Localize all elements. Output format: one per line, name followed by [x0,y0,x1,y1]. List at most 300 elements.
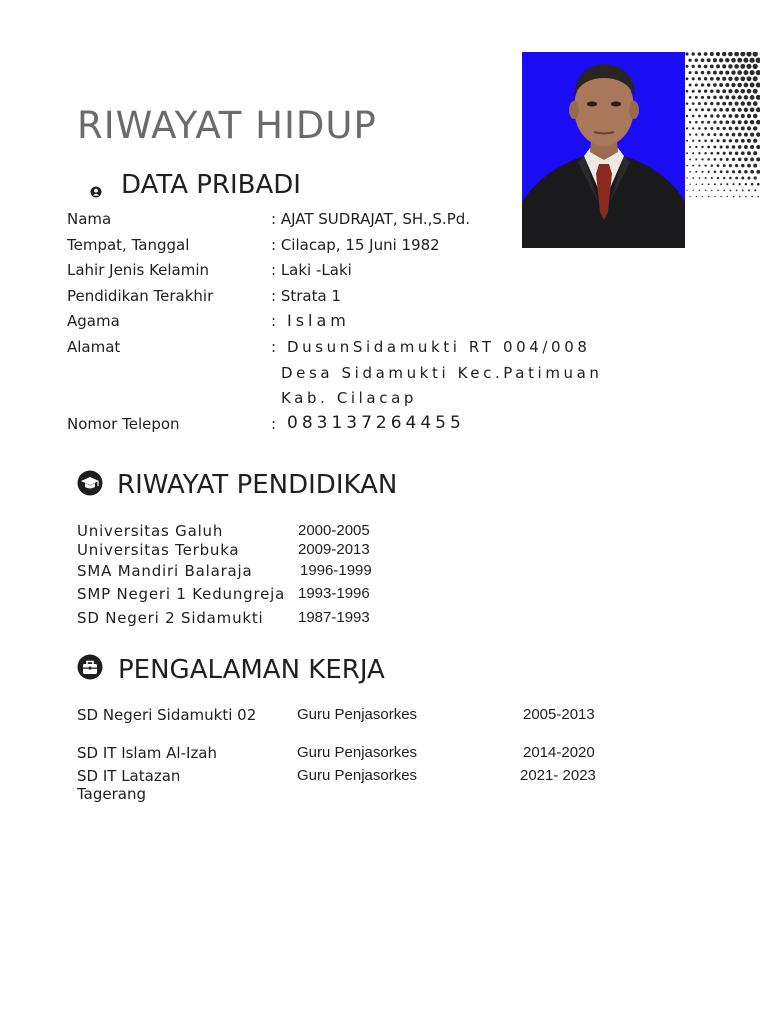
address-line-2: Desa Sidamukti Kec.Patimuan [281,364,603,382]
halftone-dot [707,158,710,161]
halftone-dot [754,176,757,179]
halftone-dot [714,158,717,161]
halftone-dot [741,177,744,180]
halftone-dot [701,58,705,62]
halftone-dot [732,145,735,148]
halftone-dot [722,89,726,93]
halftone-dot [695,96,698,99]
halftone-dot [711,164,714,167]
halftone-dot [729,127,733,131]
halftone-dot [756,132,760,136]
halftone-dot [753,114,758,119]
halftone-dot [686,190,687,191]
halftone-dot [713,83,717,87]
halftone-dot [698,102,701,105]
graduation-cap-icon [77,470,103,496]
halftone-dot [713,133,716,136]
halftone-dot [738,133,742,137]
halftone-dot [707,108,710,111]
halftone-dot [716,114,719,117]
halftone-dot [698,152,700,154]
halftone-dot [750,120,754,124]
halftone-dot [731,58,736,63]
halftone-dot [733,196,734,197]
halftone-dot [704,164,706,166]
halftone-dot [713,58,717,62]
halftone-dot [689,183,690,184]
education-school: SMA Mandiri Balaraja [77,562,253,580]
halftone-dot [692,115,695,118]
halftone-dot [747,126,751,130]
halftone-dot [686,115,688,117]
halftone-dot [728,102,732,106]
halftone-dot [744,95,749,100]
halftone-dot [701,158,703,160]
halftone-dot [720,196,721,197]
section-title-work: PENGALAMAN KERJA [118,655,385,685]
halftone-dot [751,183,754,186]
halftone-dot [750,145,754,149]
halftone-dot [685,52,688,55]
halftone-dot [713,121,716,124]
halftone-dot [716,89,720,93]
halftone-dots [685,52,760,200]
name-label: Nama [67,210,112,228]
halftone-dot [704,102,707,105]
halftone-dot [701,83,704,86]
halftone-dot [716,139,719,142]
halftone-dot [725,70,729,74]
halftone-dot [717,152,720,155]
halftone-dot [710,114,713,117]
halftone-dot [753,89,758,94]
halftone-dot [745,183,747,185]
address-line-1: DusunSidamukti RT 004/008 [287,338,591,356]
halftone-dot [747,139,751,143]
halftone-dot [710,52,714,56]
halftone-dot [692,127,694,129]
halftone-dot [728,77,732,81]
halftone-dot [732,120,736,124]
halftone-dot [701,121,704,124]
halftone-dot [711,177,713,179]
halftone-dot [710,127,713,130]
halftone-dot [750,132,754,136]
halftone-dot [739,183,741,185]
halftone-dot [719,108,723,112]
halftone-dot [738,108,742,112]
work-place: SD IT Islam Al-Izah [77,744,218,762]
halftone-dot [746,64,751,69]
halftone-dot [686,152,688,154]
halftone-dot [735,151,739,155]
work-place: SD IT Latazan Tagerang [77,767,181,803]
halftone-dot [738,95,742,99]
halftone-dot [756,170,760,174]
halftone-dot [699,177,701,179]
halftone-dot [717,190,719,192]
halftone-dot [741,151,745,155]
halftone-dot [729,139,732,142]
halftone-dot [743,58,748,63]
section-title-personal: DATA PRIBADI [121,170,301,200]
halftone-dot [696,183,698,185]
halftone-dot [725,83,729,87]
halftone-dot [732,170,735,173]
halftone-dot [710,102,713,105]
halftone-dot [689,171,691,173]
halftone-dot [741,114,745,118]
halftone-dot [707,83,711,87]
halftone-dot [695,108,698,111]
halftone-dot [688,59,691,62]
education-school: SD Negeri 2 Sidamukti [77,609,264,627]
halftone-dot [748,189,750,191]
halftone-dot [702,196,703,197]
phone-label: Nomor Telepon [67,415,180,433]
halftone-dot [743,70,748,75]
halftone-dot [707,133,710,136]
halftone-dot [741,101,745,105]
halftone-dot [739,196,740,197]
halftone-dot [726,120,730,124]
halftone-dot [689,158,691,160]
halftone-dot [692,77,695,80]
halftone-dot [725,58,729,62]
halftone-dot [689,96,692,99]
halftone-dot [747,76,752,81]
halftone-dot [752,52,757,57]
halftone-dot [689,196,690,197]
halftone-dot [742,189,744,191]
halftone-dot [735,164,738,167]
halftone-dot [714,183,716,185]
briefcase-icon [77,654,103,680]
halftone-dot [695,83,698,86]
halftone-dot [747,101,752,106]
halftone-dot [740,76,745,81]
halftone-dot [717,164,720,167]
halftone-dot [731,83,735,87]
halftone-dot [705,177,707,179]
phone-value: 083137264455 [287,413,465,433]
halftone-dot [704,139,707,142]
work-years: 2005-2013 [523,706,595,723]
halftone-dot [756,145,760,149]
profile-photo [522,52,685,248]
religion-colon: : [271,312,277,330]
halftone-dot [692,65,695,68]
halftone-dot [685,65,688,68]
halftone-dot [707,121,710,124]
halftone-dot [719,83,723,87]
halftone-dot [753,164,757,168]
religion-label: Agama [67,312,120,330]
halftone-dot [738,145,742,149]
halftone-dot [741,89,746,94]
halftone-dot [756,57,760,62]
halftone-dot [692,102,695,105]
halftone-dot [741,126,745,130]
halftone-dot [753,101,758,106]
halftone-dot [735,102,739,106]
work-years: 2014-2020 [523,744,595,761]
halftone-dot [707,58,711,62]
halftone-dot [720,145,723,148]
halftone-dot [732,183,734,185]
halftone-dot [746,52,751,57]
halftone-dot [744,133,748,137]
halftone-dot [723,164,726,167]
halftone-dot [702,183,704,185]
halftone-dot [722,52,726,56]
halftone-dot [722,102,726,106]
halftone-dot [689,71,692,74]
halftone-dot [704,90,707,93]
halftone-dot [719,58,723,62]
halftone-dot [695,71,698,74]
halftone-dot [696,196,697,197]
work-years: 2021- 2023 [520,767,596,784]
halftone-dot [713,146,716,149]
halftone-dot [741,164,745,168]
halftone-dot [744,145,748,149]
halftone-dot [734,77,738,81]
section-title-education: RIWAYAT PENDIDIKAN [117,470,398,500]
halftone-dot [731,70,735,74]
halftone-dot [757,183,760,186]
last-education-label: Pendidikan Terakhir [67,287,214,305]
halftone-dot [713,71,717,75]
halftone-dot [740,52,745,57]
halftone-dot [695,58,698,61]
halftone-dot [720,158,723,161]
halftone-dot [740,64,745,69]
halftone-dot [708,171,710,173]
halftone-dot [698,115,701,118]
halftone-dot [728,89,732,93]
halftone-dot [744,83,749,88]
halftone-dot [750,157,754,161]
halftone-dot [704,115,707,118]
halftone-dot [704,52,708,56]
halftone-dot [756,82,760,87]
education-years: 2000-2005 [298,522,370,539]
halftone-dot [714,196,715,197]
halftone-dot [753,126,757,130]
halftone-dot [732,108,736,112]
education-years: 2009-2013 [298,541,370,558]
halftone-dot [722,64,726,68]
halftone-dot [756,95,760,100]
halftone-dot [710,64,714,68]
halftone-dot [738,120,742,124]
halftone-dot [726,133,729,136]
education-school: Universitas Terbuka [77,541,240,559]
halftone-dot [720,183,722,185]
halftone-dot [726,145,729,148]
halftone-dot [695,121,698,124]
halftone-dot [725,108,729,112]
halftone-dot [725,95,729,99]
address-line-3: Kab. Cilacap [281,389,417,407]
halftone-dot [705,190,706,191]
education-school: Universitas Galuh [77,522,224,540]
halftone-dot [689,146,691,148]
halftone-dot [723,139,726,142]
education-years: 1993-1996 [298,585,370,602]
halftone-dot [738,158,742,162]
halftone-dot [744,108,748,112]
page-title: RIWAYAT HIDUP [77,104,377,147]
halftone-dot [686,177,687,178]
halftone-dot [735,177,738,180]
portrait-illustration [522,52,685,248]
halftone-dot [711,190,713,192]
halftone-dot [689,84,692,87]
halftone-dot [686,140,688,142]
halftone-dot [722,77,726,81]
halftone-dot [758,196,760,198]
halftone-dot [701,71,704,74]
halftone-dot [692,177,694,179]
halftone-dot [698,65,701,68]
religion-value: Islam [287,311,350,330]
halftone-dot [708,196,709,197]
work-role: Guru Penjasorkes [297,767,418,784]
halftone-dot [692,90,695,93]
halftone-dot [719,71,723,75]
halftone-dot [698,140,700,142]
halftone-dot [716,52,720,56]
halftone-dot [689,121,691,123]
gender-value: : Laki -Laki [271,261,352,279]
halftone-dot [753,151,757,155]
halftone-dot [727,196,728,197]
halftone-dot [729,152,732,155]
halftone-dot [728,52,733,56]
halftone-dot [704,65,708,69]
gender-label: Lahir Jenis Kelamin [67,261,210,279]
halftone-dot [689,133,691,135]
education-years: 1996-1999 [300,562,372,579]
halftone-dot [695,146,697,148]
halftone-dot [753,64,758,69]
halftone-dot [695,158,697,160]
halftone-dot [756,157,760,161]
halftone-dot [744,170,748,174]
halftone-dot [750,170,754,174]
halftone-dot [753,139,757,143]
halftone-dot [726,170,729,173]
halftone-dot [701,108,704,111]
halftone-dot [692,152,694,154]
halftone-dot [744,158,748,162]
halftone-dot [719,121,722,124]
work-role: Guru Penjasorkes [297,744,418,761]
halftone-dot [735,126,739,130]
halftone-dot [691,52,694,55]
halftone-dot [693,190,694,191]
address-label: Alamat [67,338,121,356]
person-icon [90,183,102,195]
halftone-dot [745,196,746,197]
birth-value: : Cilacap, 15 Juni 1982 [271,236,440,254]
work-place: SD Negeri Sidamukti 02 [77,706,257,724]
halftone-dot [719,96,723,100]
halftone-dot [710,152,713,155]
halftone-dot [729,177,732,180]
halftone-dot [735,139,739,143]
halftone-dot [713,96,717,100]
halftone-dot [750,83,755,88]
halftone-dot [704,152,707,155]
halftone-dot [716,127,719,130]
halftone-dot [747,114,751,118]
halftone-dot [731,95,735,99]
education-school: SMP Negeri 1 Kedungreja [77,585,286,603]
halftone-dot [710,89,714,93]
halftone-decoration [685,52,760,200]
halftone-dot [699,190,700,191]
halftone-dot [689,109,692,112]
halftone-dot [716,77,720,81]
halftone-dot [756,70,760,75]
halftone-dot [728,64,732,68]
halftone-dot [686,127,688,129]
halftone-dot [695,171,697,173]
halftone-dot [704,127,707,130]
halftone-dot [704,77,707,80]
halftone-dot [732,158,735,161]
halftone-dot [686,90,689,93]
halftone-dot [734,52,739,56]
halftone-dot [717,177,719,179]
birth-label: Tempat, Tanggal [67,236,190,254]
halftone-dot [710,77,714,81]
halftone-dot [744,120,748,124]
halftone-dot [738,170,741,173]
halftone-dot [716,102,720,106]
halftone-dot [713,108,716,111]
halftone-dot [698,127,701,130]
halftone-dot [701,171,703,173]
halftone-dot [737,58,742,63]
halftone-dot [695,133,697,135]
halftone-dot [698,165,700,167]
halftone-dot [747,176,750,179]
halftone-dot [747,151,751,155]
halftone-dot [720,170,723,173]
halftone-dot [729,114,733,118]
halftone-dot [736,189,738,191]
halftone-dot [751,196,752,197]
last-education-value: : Strata 1 [271,287,341,305]
halftone-dot [734,64,739,69]
halftone-dot [686,165,688,167]
halftone-dot [698,90,701,93]
halftone-dot [749,58,754,63]
halftone-dot [707,71,711,75]
halftone-dot [701,133,704,136]
phone-colon: : [271,415,277,433]
halftone-dot [754,189,756,191]
halftone-dot [692,165,694,167]
halftone-dot [701,96,704,99]
halftone-dot [750,95,755,100]
halftone-dot [716,64,720,68]
halftone-dot [708,183,710,185]
